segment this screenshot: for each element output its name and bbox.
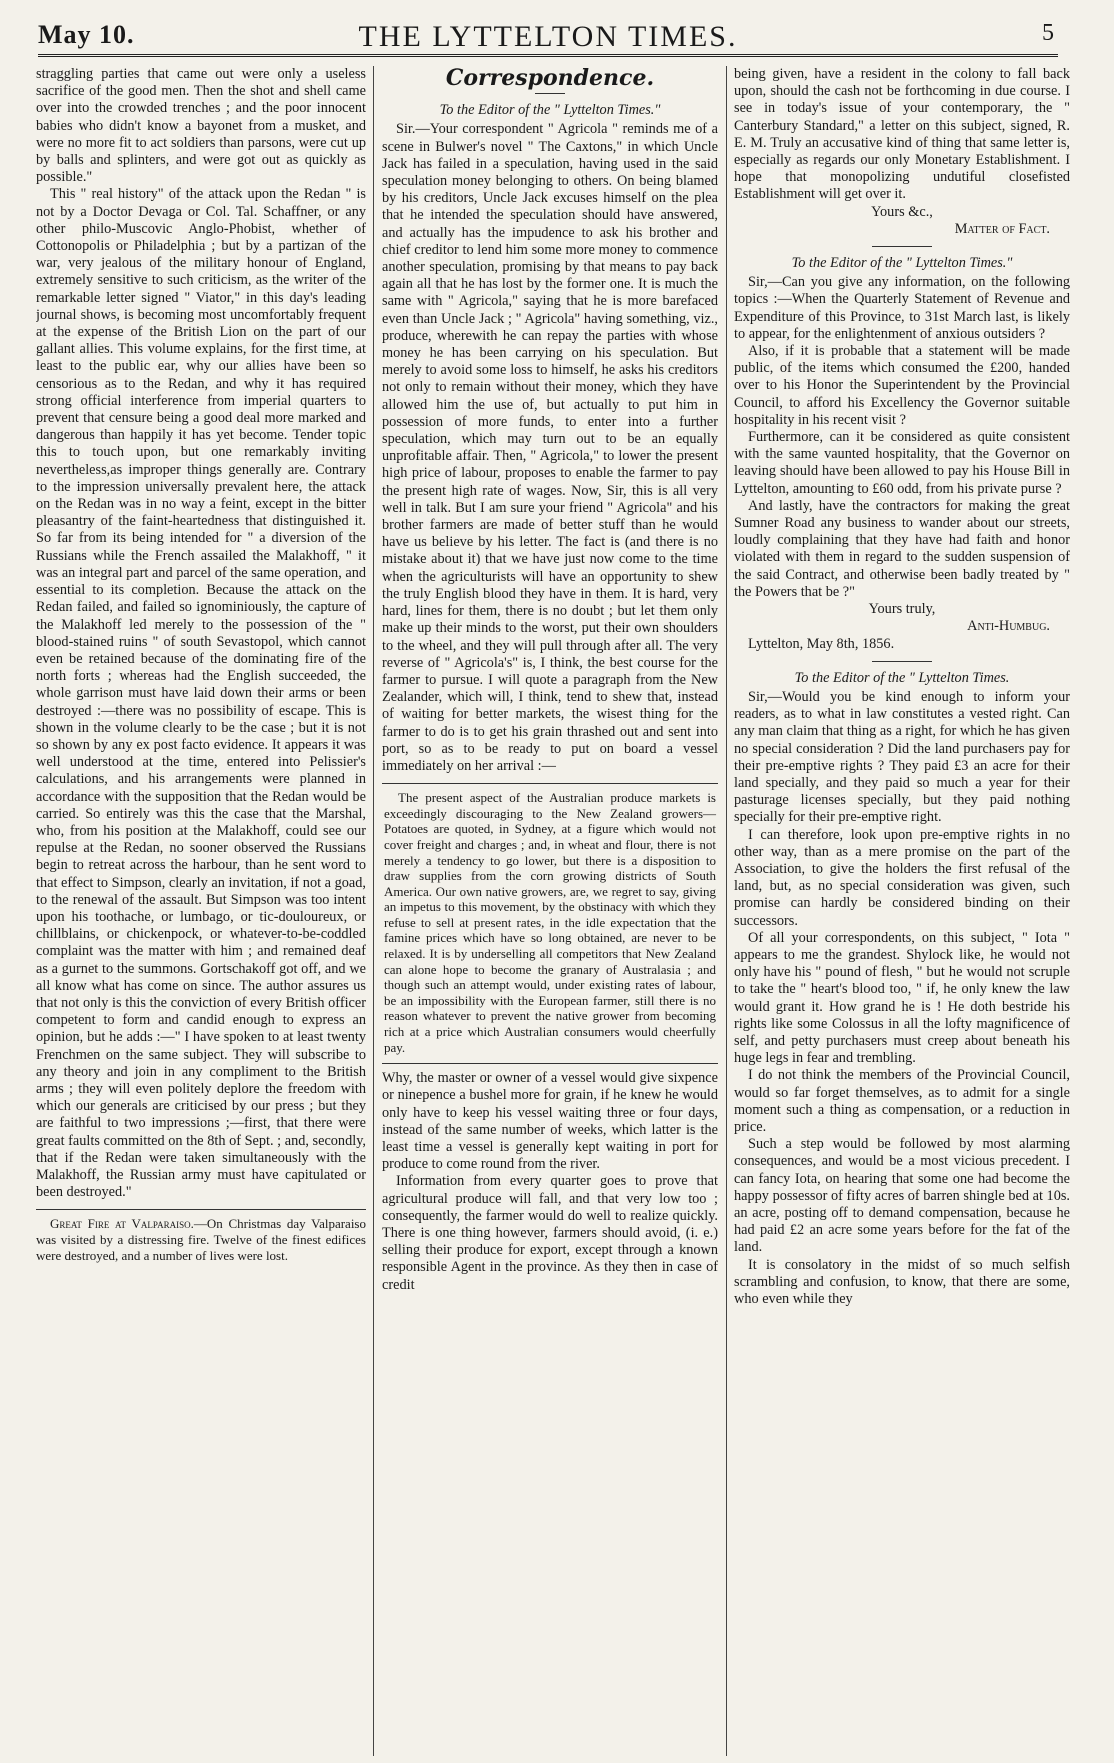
newspaper-title: THE LYTTELTON TIMES. [358,20,738,53]
page-number: 5 [1042,20,1054,46]
news-item-title: Great Fire at Valparaiso. [50,1216,194,1232]
issue-date: May 10. [38,20,135,49]
divider [382,783,718,784]
quoted-paragraph: The present aspect of the Australian produce markets is exceedingly discouraging to the New Zealand growers—Potatoes are quoted, in Sydney, at a figure which would not cover freight and charges ; and, in wheat and flour, there is not merely a tendency to go lower, but there is a disposition to draw supplies from the corn growing districts of South America. Our own native growers, are, we regret to say, giving an impetus to this movement, by the obstinacy with which they refuse to sell at present rates, in the idle expectation that the famine prices which have so long obtained, are never to be relaxed. It is by underselling all competitors that New Zealand can alone hope to become the granary of Australasia ; and though such an attempt would, under existing rates of labour, be an impossibility with the European farmer, still there is no reason whatever to prevent the native grower from becoming rich at a price which Australian consumers would cheerfully pay. [384,790,716,1055]
letter-paragraph: Sir,—Can you give any information, on the following topics :—When the Quarterly Statement of Revenue and Expenditure of this Province, to 31st March last, is likely to appear, for the enlightenment of anxious outsiders ? [734,274,1070,342]
letter-paragraph: Of all your correspondents, on this subject, " Iota " appears to me the grandest. Shylock like, he would not only have his " pound of flesh, " but he would not scruple to take the " heart's blood too, " if, he only knew the law would grant it. How grand he is ! He doth bestride his rights like some Colossus in all the lofty magnificence of self, and petty purchasers must creep about beneath his huge legs in fear and trembling. [734,929,1070,1067]
letter-paragraph: Information from every quarter goes to prove that agricultural produce will fall, and that very low too ; consequently, the farmer would do well to realize quickly. There is one thing however, farmers should avoid, (i. e.) selling their produce for export, except through a known responsible Agent in the province. As they then in case of credit [382,1173,718,1293]
letter-addressee: To the Editor of the " Lyttelton Times. [794,669,1010,686]
divider [36,1209,366,1210]
divider [535,93,565,94]
column-2 [382,66,718,1756]
divider [382,1063,718,1064]
letter-signature: Anti-Humbug. [967,618,1050,635]
column-1 [36,66,366,1746]
article-paragraph: This " real history" of the attack upon the Redan " is not by a Doctor Devaga or Col. Tal. Schaffner, or any other philo-Muscovic Anglo-Phobist, whether of Cottonopolis or Philadelphia ; but by a partizan of the war, very jealous of the military honour of England, extremely sensitive to such criticism, as the writer of the remarkable letter signed " Viator," in this day's leading journal shows, is becoming most uncomfortably frequent at the expense of the British Lion on the part of our gallant allies. This volume explains, for the first time, at least to the public ear, why our allies have been so censorious as to the Redan, and why it has required strong official interference from imperial quarters to prevent that censure being a good deal more marked and dangerous than happily it has yet become. Tender topic this to touch upon, but one remarkably inviting nevertheless,as improper things generally are. Contrary to the impression universally prevalent here, the attack on the Redan was in no way a feint, except in the bitter pleasantry of the faint-heartedness that distinguished it. So far from its being intended for " a diversion of the Russians while the French assailed the Malakhoff, " it was an integral part and parcel of the same operation, and essential to its completion. Because the attack on the Redan failed, and failed so ignominiously, the capture of the Malakhoff led merely to the possession of the " blood-stained ruins " of south Sevastopol, which cannot even be retained because of the dominating fire of the north forts ; whereas had the English succeeded, the whole garrison must have laid down their arms or been destroyed :—there was no possibility of escape. This is shown in the volume clearly to be the case ; but it is not so shown by any ex post facto evidence. It appears it was well understood at the time, entered into Pelissier's calculations, and his arrangements were planned in accordance with the supposition that the Redan would be carried. So entirely was this the case that the Marshal, who, from his position at the Malakhoff, could see our repulse at the Redan, no sooner observed the Russians begin to retreat across the harbour, than he sent word to that effect to Simpson, clearly an invitation, if not a goad, to the renewal of the assault. But Simpson was too intent upon his toothache, or lumbago, or tic-douloureux, or chillblains, or chickenpock, or whatever-to-be-coddled complaint was the matter with him ; and remained deaf as a gurnet to the summons. Gortschakoff got off, and we all know what has come on since. The author assures us that not only is this the conviction of every British officer competent to form and candid enough to express an opinion, but he adds :—" I have spoken to at least twenty Frenchmen on the same subject. They will subscribe to any theory and join in any compliment to the British arms ; they will even politely deplore the freedom with which our generals are criticised by our press ; but they are faithful to two impressions ;—first, that there were great faults committed on the 8th of Sept. ; and, secondly, that if the Redan were taken simultaneously with the Malakhoff, the Russian army must have capitulated or been destroyed." [36,186,366,1201]
column-3 [734,66,1070,1756]
letter-paragraph: Furthermore, can it be considered as quite consistent with the same vaunted hospitality, that the Governor on leaving should have been allowed to pay his House Bill in Lyttelton, amounting to £60 odd, from his private purse ? [734,429,1070,497]
column-rule [726,66,727,1756]
letter-paragraph: Also, if it is probable that a statement will be made public, of the items which consumed the £200, handed over to his Honor the Superintendent by the Provincial Council, to afford his Excellency the Governor suitable hospitality in his recent visit ? [734,343,1070,428]
letter-signature: Matter of Fact. [954,220,1050,237]
divider [872,661,932,662]
column-rule [373,66,374,1756]
masthead [38,20,1058,57]
letter-addressee: To the Editor of the " Lyttelton Times." [791,255,1013,272]
letter-closing: Yours &c., [871,203,933,220]
letter-paragraph: Sir.—Your correspondent " Agricola " reminds me of a scene in Bulwer's novel " The Caxtons," in which Uncle Jack has failed in a speculation, having used in the said speculation money belonging to others. On being blamed by his creditors, Uncle Jack excuses himself on the plea that he intended the speculation should have answered, and actually has the impudence to ask his brother and chief creditor to lend him some more money to commence another speculation, promising by that means to pay back again all that he has lost by the former one. It is much the same with " Agricola," saying that he is more barefaced even than Uncle Jack ; " Agricola" having something, viz., produce, wherewith he can repay the parties with whose money he has been carrying on his speculation. But merely to avoid some loss to himself, he asks his creditors not only to remain without their money, which they have allowed him the use of, but actually to put him in possession of more funds, to enter into a further speculation, which may turn out to be an equally unprofitable affair. Then, " Agricola," to lower the present high price of labour, proposes to enable the farmer to pay the present high rate of wages. Now, Sir, this is all very well in talk. But I am sure your friend " Agricola" and his brother farmers are made of better stuff than he would have us believe by his letter. The fact is (and there is no mistake about it) that we have just now come to the time when the agriculturists will have an opportunity to shew the truly English blood they have in them. It is hard, very hard, lines for them, there is no doubt ; but let them only make up their minds to the worst, put their own shoulders to the wheel, and they will pull through after all. The very reverse of " Agricola's" is, I think, the best course for the farmer to pursue. I will quote a paragraph from the New Zealander, which will, I think, tend to shew that, instead of waiting for better markets, the wisest thing for the farmer to do is to get his grain thrashed out and sent into port, so as to be ready to put on board a vessel immediately on her arrival :— [382,121,718,774]
letter-paragraph: It is consolatory in the midst of so much selfish scrambling and confusion, to know, that there are some, who even while they [734,1256,1070,1308]
letter-paragraph: And lastly, have the contractors for making the great Sumner Road any business to wander about our streets, loudly complaining that they have had faith and honor violated with them in regard to the sudden suspension of the said Contract, and otherwise been badly treated by " the Powers that be ?" [734,497,1070,600]
divider [872,246,932,247]
article-paragraph: straggling parties that came out were only a useless sacrifice of the good men. Then the shot and shell came over into the crowded trenches ; and the poor innocent babies who didn't know a bayonet from a musket, and were no more fit to act soldiers than parsons, were cut up by balls and splinters, and were got out as quickly as possible." [36,66,366,186]
letter-paragraph: Why, the master or owner of a vessel would give sixpence or ninepence a bushel more for grain, if he knew he would only have to keep his vessel waiting three or four days, instead of the same number of weeks, which latter is the least time a vessel is generally kept waiting in port for produce to come round from the river. [382,1070,718,1173]
letter-addressee: To the Editor of the " Lyttelton Times." [439,102,661,119]
letter-paragraph: I do not think the members of the Provincial Council, would so far forget themselves, as to admit for a single moment such a thing as compensation, or a reduction in price. [734,1067,1070,1135]
letter-closing: Yours truly, [868,601,936,618]
news-item [36,1216,366,1263]
section-heading: Correspondence. [445,66,655,91]
letter-paragraph: Sir,—Would you be kind enough to inform your readers, as to what in law constitutes a vested right. Can any man claim that thing as a right, for which he has given no special consideration ? Did the land purchasers pay for their pre-emptive rights ? They paid £3 an acre for their land specially, and they paid so much a year for their pasturage licenses specially, but they paid nothing specially for their pre-emptive right. [734,688,1070,826]
letter-paragraph: Such a step would be followed by most alarming consequences, and would be a most vicious precedent. I can fancy Iota, on hearing that some one had become the happy possessor of fifty acres of barren shingle bed at 10s. an acre, posting off to demand compensation, because he had paid £2 an acre some years before for the fat of the land. [734,1136,1070,1256]
letter-dateline: Lyttelton, May 8th, 1856. [748,635,895,652]
news-item-text: —On Christmas day Valparaiso was visited by a distressing fire. Twelve of the finest edifices were destroyed, and a number of lives were lost. [36,1216,366,1263]
letter-paragraph: I can therefore, look upon pre-emptive rights in no other way, than as a mere promise on the part of the Association, to give the holders the first refusal of the land, but, as no special consideration was given, such promise can hardly be considered binding on their successors. [734,826,1070,929]
letter-paragraph: being given, have a resident in the colony to fall back upon, should the cash not be forthcoming in due course. I see in today's issue of your contemporary, the " Canterbury Standard," a letter on this subject, signed, R. E. M. Truly an accusative kind of thing that same letter is, especially as regards our only Monetary Establishment. I hope that monopolizing undutiful closefisted Establishment will get over it. [734,66,1070,203]
